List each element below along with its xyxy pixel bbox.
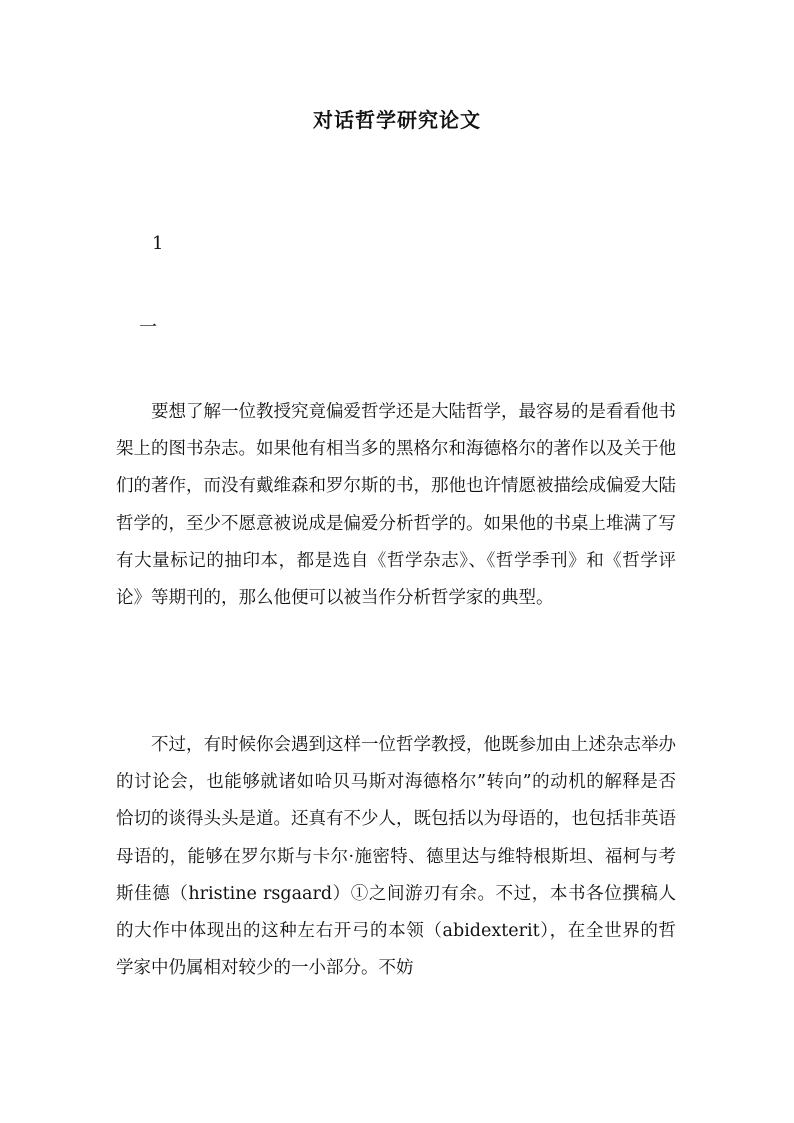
document-title: 对话哲学研究论文 <box>313 108 481 132</box>
section-number: 1 <box>152 233 164 254</box>
section-heading-mark: 一 <box>139 317 157 338</box>
body-paragraph-1: 要想了解一位教授究竟偏爱哲学还是大陆哲学，最容易的是看看他书架上的图书杂志。如果他有相当多的黑格尔和海德格尔的著作以及关于他们的著作，而没有戴维森和罗尔斯的书，那他也许情愿被描绘成偏爱大陆哲学的，至少不愿意被说成是偏爱分析哲学的。如果他的书桌上堆满了写有大量标记的抽印本，都是选自《哲学杂志》、《哲学季刊》和《哲学评论》等期刊的，那么他便可以被当作分析哲学家的典型。 <box>116 402 676 609</box>
body-paragraph-2: 不过，有时候你会遇到这样一位哲学教授，他既参加由上述杂志举办的讨论会，也能够就诸如哈贝马斯对海德格尔”转向”的动机的解释是否恰切的谈得头头是道。还真有不少人，既包括以为母语的，也包括非英语母语的，能够在罗尔斯与卡尔·施密特、德里达与维特根斯坦、福柯与考斯佳德（hristine rsgaard）①之间游刃有余。不过，本书各位撰稿人的大作中体现出的这种左右开弓的本领（abidexterit），在全世界的哲学家中仍属相对较少的一小部分。不妨 <box>116 735 676 979</box>
